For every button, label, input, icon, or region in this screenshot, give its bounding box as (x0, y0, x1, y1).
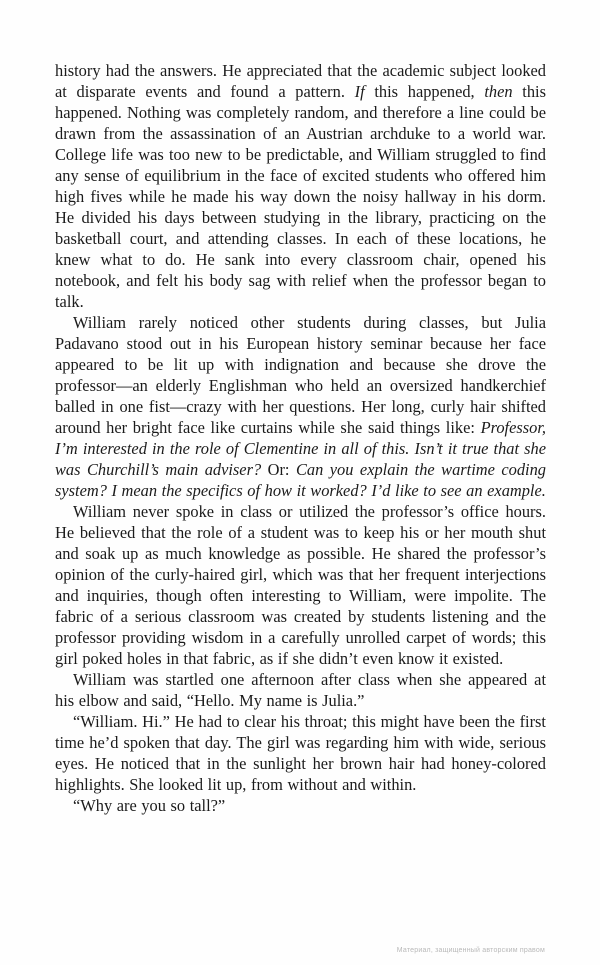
paragraph (55, 60, 546, 312)
text-run: this happened. Nothing was completely random, and therefore a line could be drawn from the assassination of an Austrian archduke to a world war. College life was too new to be predictable, and William struggled to find any sense of equilibrium in the face of excited students who offered him high fives while he made his way down the noisy hallway in his dorm. He divided his days between studying in the library, practicing on the basketball court, and attending classes. In each of these locations, he knew what to do. He sank into every classroom chair, opened his notebook, and felt his body sag with relief when the professor began to talk. (55, 82, 546, 311)
copyright-watermark: Материал, защищенный авторским правом (396, 947, 545, 954)
paragraph (55, 669, 546, 711)
body-text (55, 60, 546, 816)
paragraph (55, 312, 546, 501)
text-run: Or: (261, 460, 296, 479)
text-run-italic: Can you explain the wartime coding system? I mean the specifics of how it worked? I’d like to see an example. (55, 460, 546, 500)
text-run-italic: then (484, 82, 513, 101)
text-run: William rarely noticed other students during classes, but Julia Padavano stood out in his European history seminar because her face appeared to be lit up with indignation and because she drove the professor—an elderly Englishman who held an oversized handkerchief balled in one fist—crazy with her questions. Her long, curly hair shifted around her bright face like curtains while she said things like: (55, 313, 546, 437)
paragraph (55, 501, 546, 669)
text-run: William was startled one afternoon after class when she appeared at his elbow and said, “Hello. My name is Julia.” (55, 670, 546, 710)
paragraph (55, 711, 546, 795)
text-run: this happened, (364, 82, 485, 101)
text-run: history had the answers. He appreciated that the academic subject looked at disparate events and found a pattern. (55, 61, 546, 101)
text-run: “Why are you so tall?” (73, 796, 226, 815)
text-run-italic: Professor, I’m interested in the role of Clementine in all of this. Isn’t it true that she was Churchill’s main adviser? (55, 418, 546, 479)
text-run: “William. Hi.” He had to clear his throat; this might have been the first time he’d spoken that day. The girl was regarding him with wide, serious eyes. He noticed that in the sunlight her brown hair had honey-colored highlights. She looked lit up, from without and within. (55, 712, 546, 794)
text-run: William never spoke in class or utilized the professor’s office hours. He believed that the role of a student was to keep his or her mouth shut and soak up as much knowledge as possible. He shared the professor’s opinion of the curly-haired girl, which was that her frequent interjections and inquiries, though often interesting to William, were impolite. The fabric of a serious classroom was created by students listening and the professor providing wisdom in a carefully unrolled carpet of words; this girl poked holes in that fabric, as if she didn’t even know it existed. (55, 502, 546, 668)
paragraph (55, 795, 546, 816)
text-run-italic: If (354, 82, 365, 101)
